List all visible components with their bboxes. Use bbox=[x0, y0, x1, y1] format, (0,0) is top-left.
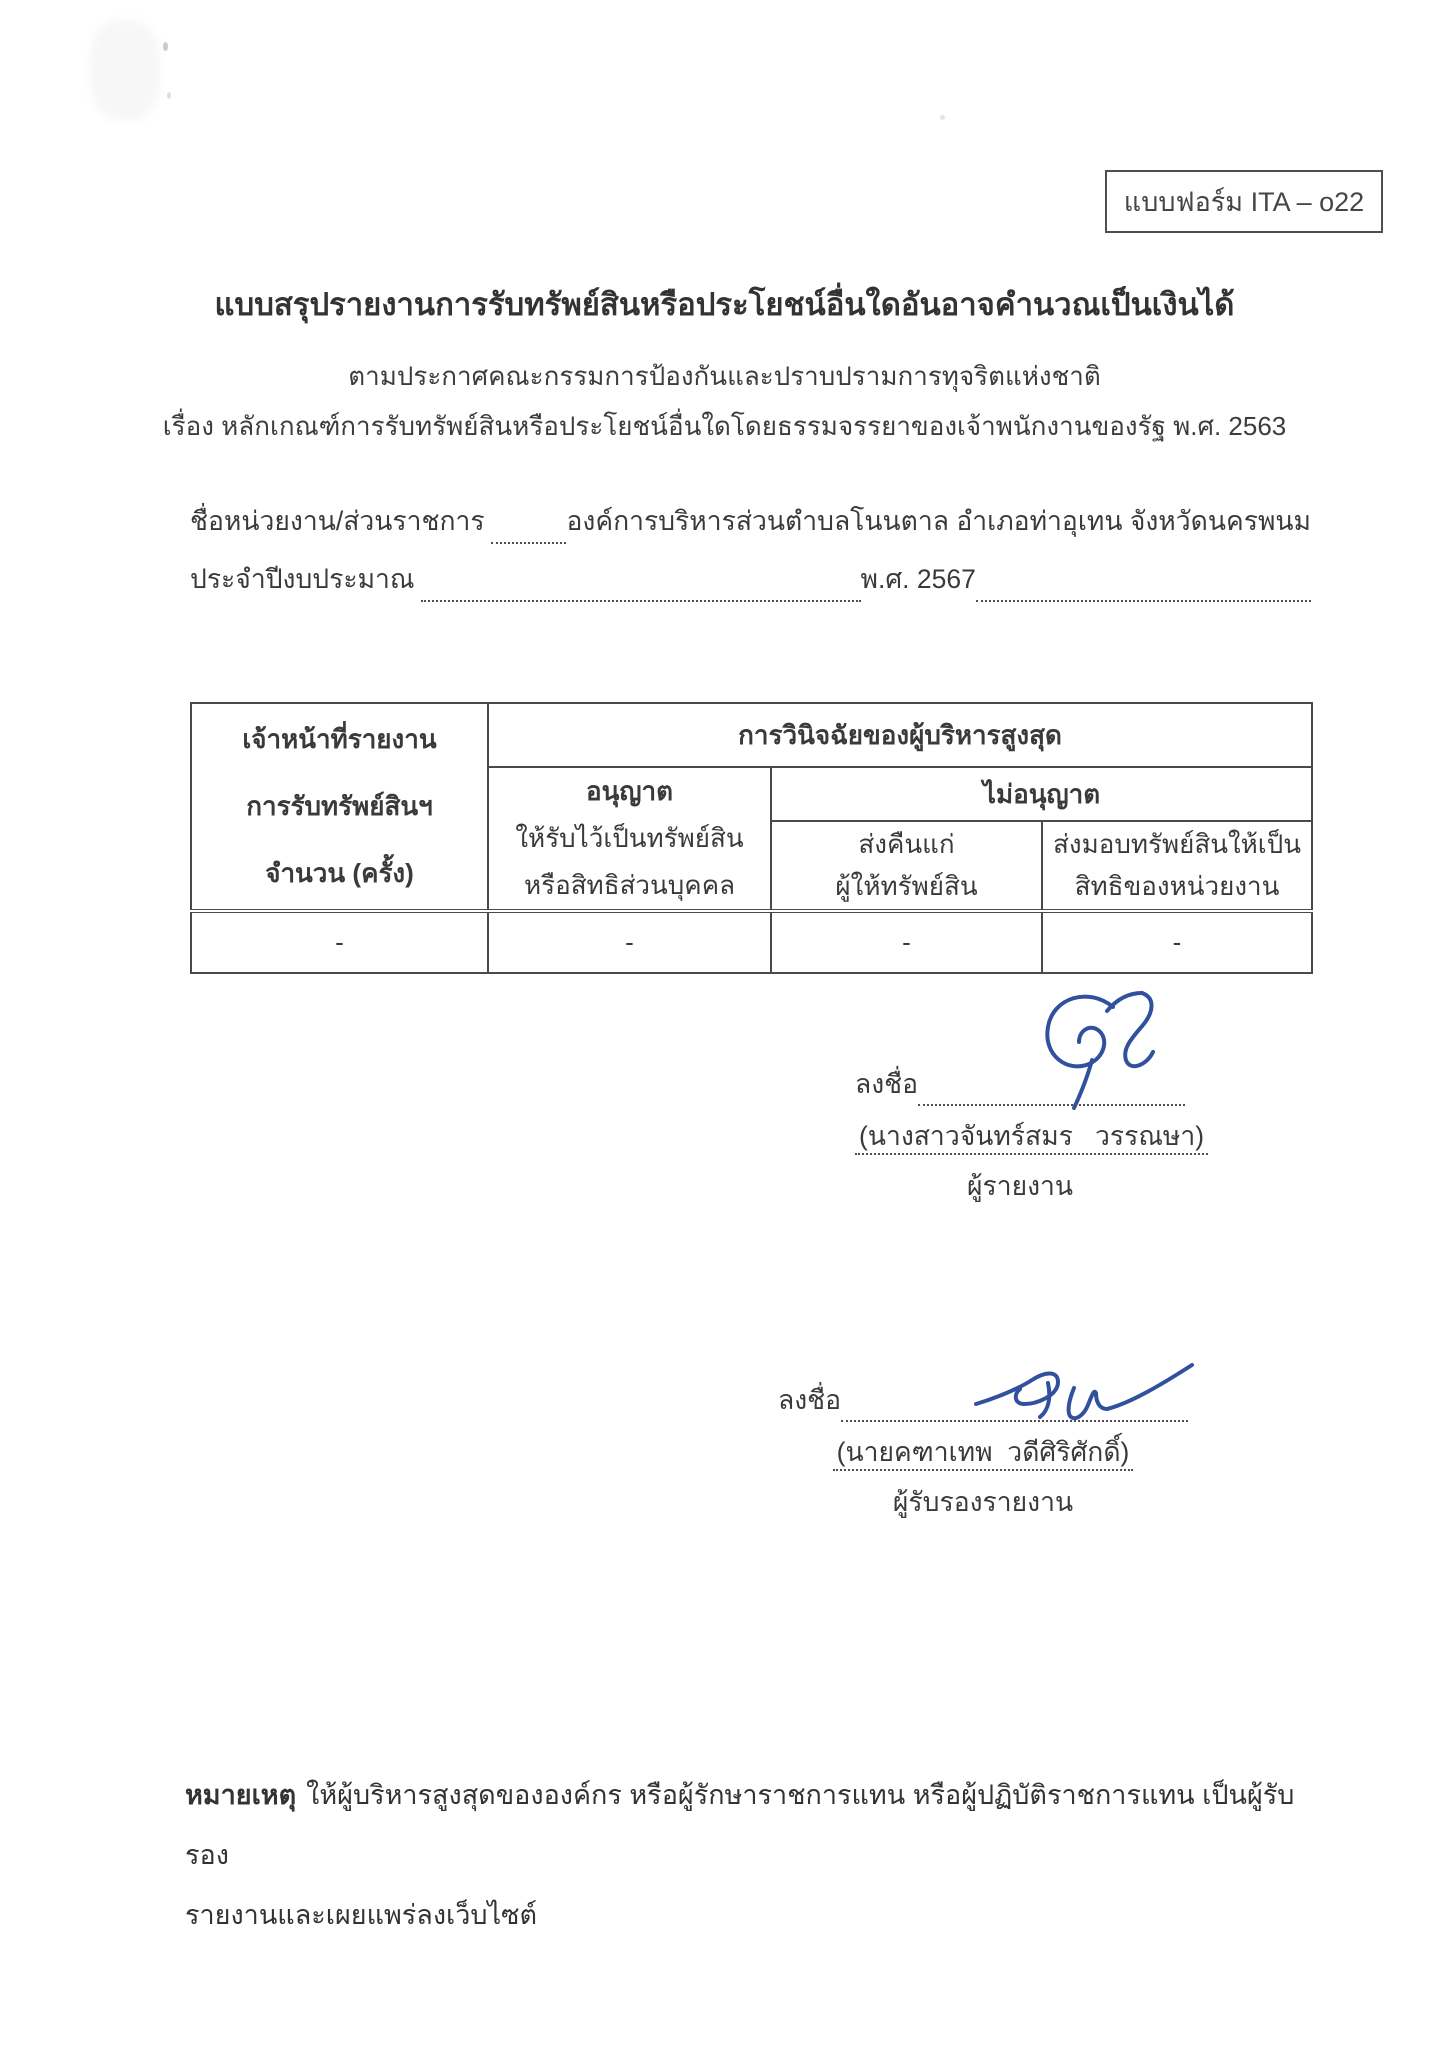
agency-label: ชื่อหน่วยงาน/ส่วนราชการ bbox=[190, 506, 485, 536]
officer-header-line: การรับทรัพย์สินฯ bbox=[246, 790, 433, 821]
footnote bbox=[185, 1765, 1320, 1945]
sign-label: ลงชื่อ bbox=[778, 1385, 842, 1415]
signature-dotted-line bbox=[841, 1384, 1188, 1422]
return-header-line: ส่งคืนแก่ bbox=[858, 829, 955, 859]
table-header-handover bbox=[1042, 821, 1312, 911]
dotted-leader bbox=[491, 504, 567, 544]
page-subtitle-2: เรื่อง หลักเกณฑ์การรับทรัพย์สินหรือประโยชน์อื่นใดโดยธรรมจรรยาของเจ้าพนักงานของรัฐ พ.ศ. 2563 bbox=[162, 411, 1287, 441]
form-code-badge bbox=[1105, 170, 1383, 233]
fiscal-year-field-line bbox=[190, 556, 1311, 602]
return-header-line: ผู้ให้ทรัพย์สิน bbox=[835, 871, 978, 901]
sign-line bbox=[778, 1378, 1188, 1422]
handover-header-line: สิทธิของหน่วยงาน bbox=[1074, 871, 1280, 901]
sign-label: ลงชื่อ bbox=[855, 1069, 919, 1099]
scan-speck bbox=[940, 115, 945, 120]
allow-header-line: อนุญาต bbox=[585, 776, 674, 807]
officer-header-line: จำนวน (ครั้ง) bbox=[265, 857, 414, 888]
sign-line bbox=[855, 1062, 1185, 1106]
allow-header-line: ให้รับไว้เป็นทรัพย์สิน bbox=[515, 822, 744, 853]
certifier-role: ผู้รับรองรายงาน bbox=[892, 1487, 1074, 1517]
reporter-name: (นางสาวจันทร์สมร วรรณษา) bbox=[855, 1114, 1185, 1158]
table-header-officer bbox=[191, 703, 488, 911]
dotted-leader bbox=[421, 562, 861, 602]
table-cell-returned: - bbox=[771, 911, 1042, 973]
page-subtitle-1: ตามประกาศคณะกรรมการป้องกันและปราบปรามการทุจริตแห่งชาติ bbox=[348, 361, 1101, 391]
table-cell-count: - bbox=[191, 911, 488, 973]
signature-dotted-line bbox=[918, 1068, 1185, 1106]
table-header-return bbox=[771, 821, 1042, 911]
dotted-leader bbox=[976, 562, 1311, 602]
certifier-signature-block bbox=[778, 1378, 1188, 1524]
reporter-signature-block bbox=[855, 1062, 1205, 1208]
footnote-line1: ให้ผู้บริหารสูงสุดขององค์กร หรือผู้รักษาราชการแทน หรือผู้ปฏิบัติราชการแทน เป็นผู้รับรอง bbox=[185, 1780, 1295, 1870]
footnote-line2: รายงานและเผยแพร่ลงเว็บไซต์ bbox=[185, 1900, 538, 1930]
table-header-decision: การวินิจฉัยของผู้บริหารสูงสุด bbox=[488, 703, 1312, 767]
allow-header-line: หรือสิทธิส่วนบุคคล bbox=[523, 869, 736, 900]
summary-table bbox=[190, 702, 1313, 974]
reporter-role: ผู้รายงาน bbox=[966, 1171, 1074, 1201]
scan-smudge bbox=[90, 20, 160, 120]
officer-header-line: เจ้าหน้าที่รายงาน bbox=[242, 724, 437, 755]
agency-value: องค์การบริหารส่วนตำบลโนนตาล อำเภอท่าอุเทน จังหวัดนครพนม bbox=[566, 506, 1311, 536]
fiscal-year-label: ประจำปีงบประมาณ bbox=[190, 564, 415, 594]
table-cell-handed-over: - bbox=[1042, 911, 1312, 973]
scan-speck bbox=[167, 92, 171, 99]
agency-field-line bbox=[190, 498, 1311, 544]
fiscal-year-value: พ.ศ. 2567 bbox=[860, 564, 976, 594]
footnote-label: หมายเหตุ bbox=[185, 1780, 297, 1810]
table-header-allow bbox=[488, 767, 771, 911]
page-title: แบบสรุปรายงานการรับทรัพย์สินหรือประโยชน์อื่นใดอันอาจคำนวณเป็นเงินได้ bbox=[214, 287, 1235, 322]
table-header-not-allow: ไม่อนุญาต bbox=[771, 767, 1312, 821]
scan-speck bbox=[163, 42, 168, 51]
certifier-name: (นายคฑาเทพ วดีศิริศักดิ์) bbox=[778, 1430, 1188, 1474]
table-row bbox=[191, 911, 1312, 973]
form-code-label: แบบฟอร์ม ITA – o22 bbox=[1123, 187, 1365, 217]
handover-header-line: ส่งมอบทรัพย์สินให้เป็น bbox=[1053, 829, 1301, 859]
table-cell-allowed: - bbox=[488, 911, 771, 973]
